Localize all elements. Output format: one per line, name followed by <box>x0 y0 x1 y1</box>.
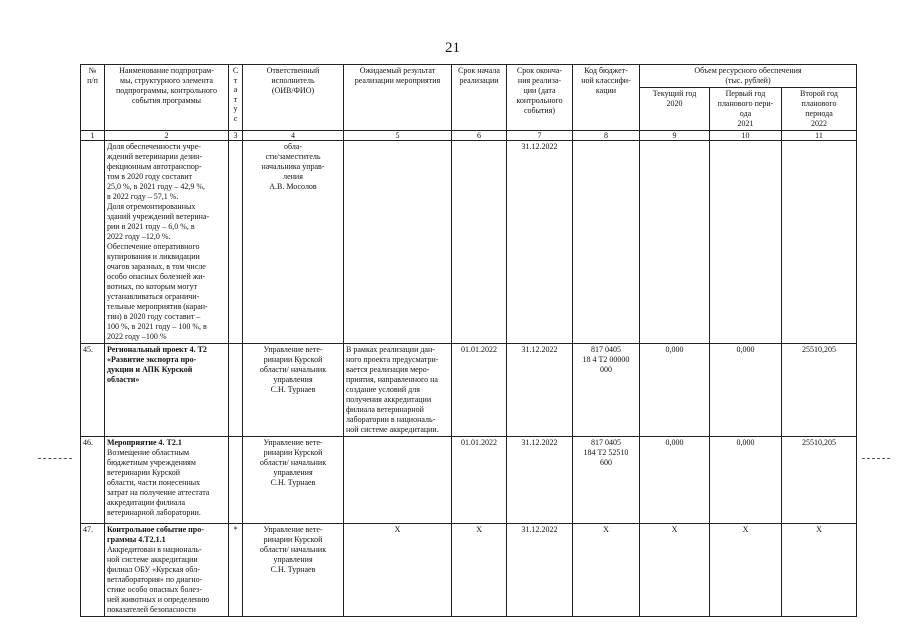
row-name: Мероприятие 4. Т2.1 Возмещение областным бюджетным учреждениям ветеринарии Курской области, части понесенных затрат на получение аттестата аккредитации филиала ветеринарной лаборатории. <box>105 437 229 524</box>
row-code: 817 0405 18 4 Т2 00000 000 <box>573 344 640 437</box>
row-executor: Управление вете- ринарии Курской области/ начальник управления С.Н. Турнаев <box>243 437 344 524</box>
row-status: * <box>229 524 243 617</box>
row-name: Контрольное событие про- граммы 4.Т2.1.1 Аккредитован в националь- ной системе аккредитации филиал ОБУ «Курская обл- ветлаборатория» по диагно- стике особо опасных болез- ней животных и определению показателей безопасности <box>105 524 229 617</box>
row-start <box>452 141 507 344</box>
row-code: Х <box>573 524 640 617</box>
header-year-2021: Первый год планового пери- ода 2021 <box>710 88 782 131</box>
row-number: 45. <box>81 344 105 437</box>
header-executor: Ответственный исполнитель (ОИВ/ФИО) <box>243 65 344 131</box>
row-2020: 0,000 <box>640 437 710 524</box>
column-number: 8 <box>573 131 640 141</box>
row-2022: 25510,205 <box>782 344 857 437</box>
program-table <box>80 64 857 617</box>
header-name: Наименование подпрограм- мы, структурного элемента подпрограммы, контрольного события программы <box>105 65 229 131</box>
header-end: Срок оконча- ния реализа- ции (дата контрольного события) <box>507 65 573 131</box>
row-code: 817 0405 184 Т2 52510 600 <box>573 437 640 524</box>
column-number: 10 <box>710 131 782 141</box>
row-end: 31.12.2022 <box>507 524 573 617</box>
row-start: 01.01.2022 <box>452 437 507 524</box>
column-number: 1 <box>81 131 105 141</box>
row-2022: 25510,205 <box>782 437 857 524</box>
page-number: 21 <box>445 40 460 56</box>
row-result: Х <box>344 524 452 617</box>
header-status: С т а т у с <box>229 65 243 131</box>
row-2022: Х <box>782 524 857 617</box>
row-result: В рамках реализации дан- ного проекта предусматри- вается реализация меро- приятия, направленного на создание условий для получения аккредитации филиала ветеринарной лаборатории в националь- ной системе аккредитации. <box>344 344 452 437</box>
column-number: 6 <box>452 131 507 141</box>
row-end: 31.12.2022 <box>507 437 573 524</box>
table-row <box>81 344 857 437</box>
row-2021: Х <box>710 524 782 617</box>
row-result <box>344 437 452 524</box>
row-code <box>573 141 640 344</box>
column-number: 7 <box>507 131 573 141</box>
column-number: 11 <box>782 131 857 141</box>
row-2021 <box>710 141 782 344</box>
row-2020: Х <box>640 524 710 617</box>
row-status <box>229 141 243 344</box>
row-2020 <box>640 141 710 344</box>
scan-artifact-right <box>862 458 890 460</box>
row-status <box>229 437 243 524</box>
row-start: Х <box>452 524 507 617</box>
header-funding: Объем ресурсного обеспечения (тыс. рублей) <box>640 65 857 88</box>
row-name: Доля обеспеченности учре- ждений ветеринарии дезин- фекционным автотранспор- том в 2020 году составит 25,0 %, в 2021 году – 42,9 %, в 2022 году – 57,1 %. Доля отремонтированных зданий учреждений ветерина- рии в 2021 году – 6,0 %, в 2022 году –12,0 %. Обеспечение оперативного купирования и ликвидации очагов заразных, в том числе особо опасных болезней жи- вотных, по которым могут устанавливаться ограничи- тельные мероприятия (каран- тин) в 2020 году составит – 100 %, в 2021 году – 100 %, в 2022 году –100 % <box>105 141 229 344</box>
row-number <box>81 141 105 344</box>
row-executor: Управление вете- ринарии Курской области/ начальник управления С.Н. Турнаев <box>243 524 344 617</box>
row-name: Региональный проект 4. Т2 «Развитие экспорта про- дукции и АПК Курской области» <box>105 344 229 437</box>
row-number: 46. <box>81 437 105 524</box>
row-executor: обла- сти/заместитель начальника управ- ления А.В. Мосолов <box>243 141 344 344</box>
row-2022 <box>782 141 857 344</box>
header-number: № п/п <box>81 65 105 131</box>
row-number: 47. <box>81 524 105 617</box>
scan-artifact-left <box>38 458 72 460</box>
header-result: Ожидаемый результат реализации мероприятия <box>344 65 452 131</box>
column-number: 2 <box>105 131 229 141</box>
row-2021: 0,000 <box>710 344 782 437</box>
header-year-2020: Текущий год 2020 <box>640 88 710 131</box>
table-row <box>81 437 857 524</box>
column-number: 9 <box>640 131 710 141</box>
table-row <box>81 524 857 617</box>
row-end: 31.12.2022 <box>507 344 573 437</box>
header-year-2022: Второй год планового периода 2022 <box>782 88 857 131</box>
row-executor: Управление вете- ринарии Курской области/ начальник управления С.Н. Турнаев <box>243 344 344 437</box>
row-status <box>229 344 243 437</box>
row-result <box>344 141 452 344</box>
row-end: 31.12.2022 <box>507 141 573 344</box>
column-number: 3 <box>229 131 243 141</box>
table-row <box>81 141 857 344</box>
column-number: 5 <box>344 131 452 141</box>
row-2020: 0,000 <box>640 344 710 437</box>
header-start: Срок начала реализации <box>452 65 507 131</box>
header-code: Код бюджет- ной классифи- кации <box>573 65 640 131</box>
row-2021: 0,000 <box>710 437 782 524</box>
row-start: 01.01.2022 <box>452 344 507 437</box>
column-number: 4 <box>243 131 344 141</box>
